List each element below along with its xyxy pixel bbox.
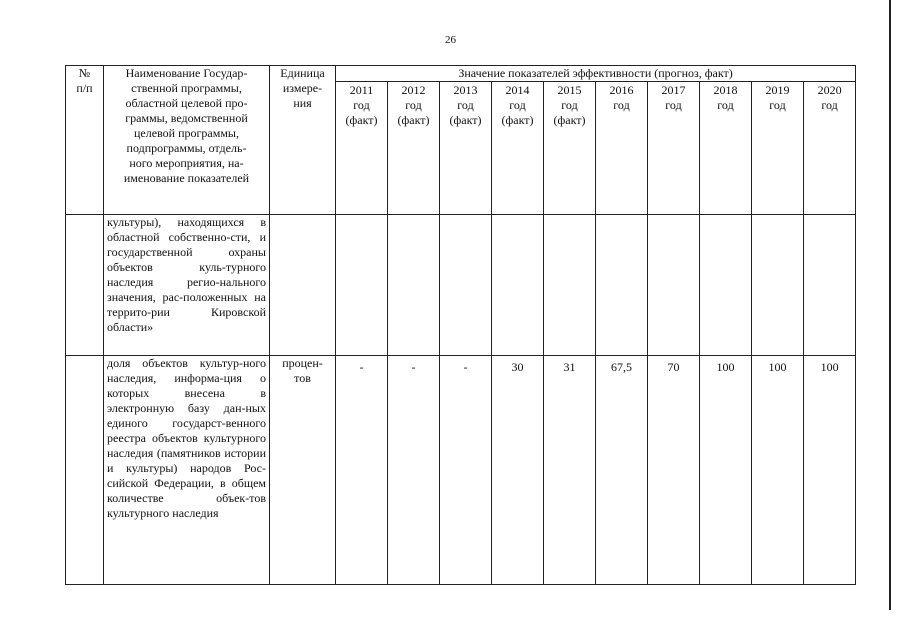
page-number: 26 <box>445 34 456 46</box>
header-year-cell <box>700 82 752 215</box>
value-cell <box>596 215 648 356</box>
value-cell <box>388 215 440 356</box>
header-name-cell: Наименование Государ- ственной программы, областной целевой про- граммы, ведомственной целевой программы, подпрограммы, отдель- ного мероприятия, на- именование показателей <box>104 66 270 215</box>
header-num-cell: № п/п <box>66 66 104 215</box>
header-year: 2014 <box>505 83 530 97</box>
header-year: 2012 <box>401 83 426 97</box>
value-cell: 100 <box>804 356 856 585</box>
header-year-cell <box>336 82 388 215</box>
row-num-cell <box>66 215 104 356</box>
header-year-cell <box>648 82 700 215</box>
header-year-sub: год <box>665 98 682 112</box>
table-row <box>66 215 856 356</box>
value-cell: - <box>388 356 440 585</box>
value-cell: - <box>440 356 492 585</box>
header-year: 2015 <box>557 83 582 97</box>
header-year-cell <box>440 82 492 215</box>
header-year: 2018 <box>713 83 738 97</box>
header-year-cell <box>804 82 856 215</box>
row-unit-cell <box>270 215 336 356</box>
row-name-cell: доля объектов культур-ного наследия, информа-ция о которых внесена в электронную базу дан-ных единого государст-венного реестра объектов культурного наследия (памятников истории и культуры) народов Рос-сийской Федерации, в общем количестве объек-тов культурного наследия <box>104 356 270 585</box>
value-cell: 67,5 <box>596 356 648 585</box>
header-row-top <box>66 66 856 82</box>
header-year: 2011 <box>349 83 374 97</box>
header-year-sub: год (факт) <box>501 98 534 127</box>
value-cell <box>544 215 596 356</box>
header-year-sub: год (факт) <box>345 98 378 127</box>
value-cell <box>700 215 752 356</box>
header-values-group-cell: Значение показателей эффективности (прогноз, факт) <box>336 66 856 82</box>
header-year-sub: год (факт) <box>449 98 482 127</box>
value-cell <box>648 215 700 356</box>
row-num-cell <box>66 356 104 585</box>
header-year-sub: год <box>821 98 838 112</box>
value-cell: 70 <box>648 356 700 585</box>
header-unit-cell: Единица измере- ния <box>270 66 336 215</box>
scan-edge-line <box>889 0 891 610</box>
value-cell <box>492 215 544 356</box>
header-year-sub: год <box>769 98 786 112</box>
header-year-cell <box>596 82 648 215</box>
header-year: 2020 <box>817 83 842 97</box>
header-year-cell <box>492 82 544 215</box>
header-year: 2013 <box>453 83 478 97</box>
value-cell: 100 <box>700 356 752 585</box>
table-row <box>66 356 856 585</box>
value-cell: 30 <box>492 356 544 585</box>
header-year: 2017 <box>661 83 686 97</box>
header-year-cell <box>752 82 804 215</box>
value-cell <box>336 215 388 356</box>
header-year-sub: год (факт) <box>553 98 586 127</box>
header-year: 2019 <box>765 83 790 97</box>
header-year-sub: год <box>613 98 630 112</box>
header-year-cell <box>388 82 440 215</box>
row-name-cell: культуры), находящихся в областной собственно-сти, и государственной охраны объектов куль-турного наследия регио-нального значения, рас-положенных на террито-рии Кировской области» <box>104 215 270 356</box>
header-year-cell <box>544 82 596 215</box>
value-cell <box>440 215 492 356</box>
value-cell: 31 <box>544 356 596 585</box>
value-cell <box>752 215 804 356</box>
indicators-table <box>65 65 856 585</box>
header-year: 2016 <box>609 83 634 97</box>
value-cell: - <box>336 356 388 585</box>
row-unit-cell: процен- тов <box>270 356 336 585</box>
value-cell <box>804 215 856 356</box>
header-year-sub: год <box>717 98 734 112</box>
value-cell: 100 <box>752 356 804 585</box>
header-year-sub: год (факт) <box>397 98 430 127</box>
